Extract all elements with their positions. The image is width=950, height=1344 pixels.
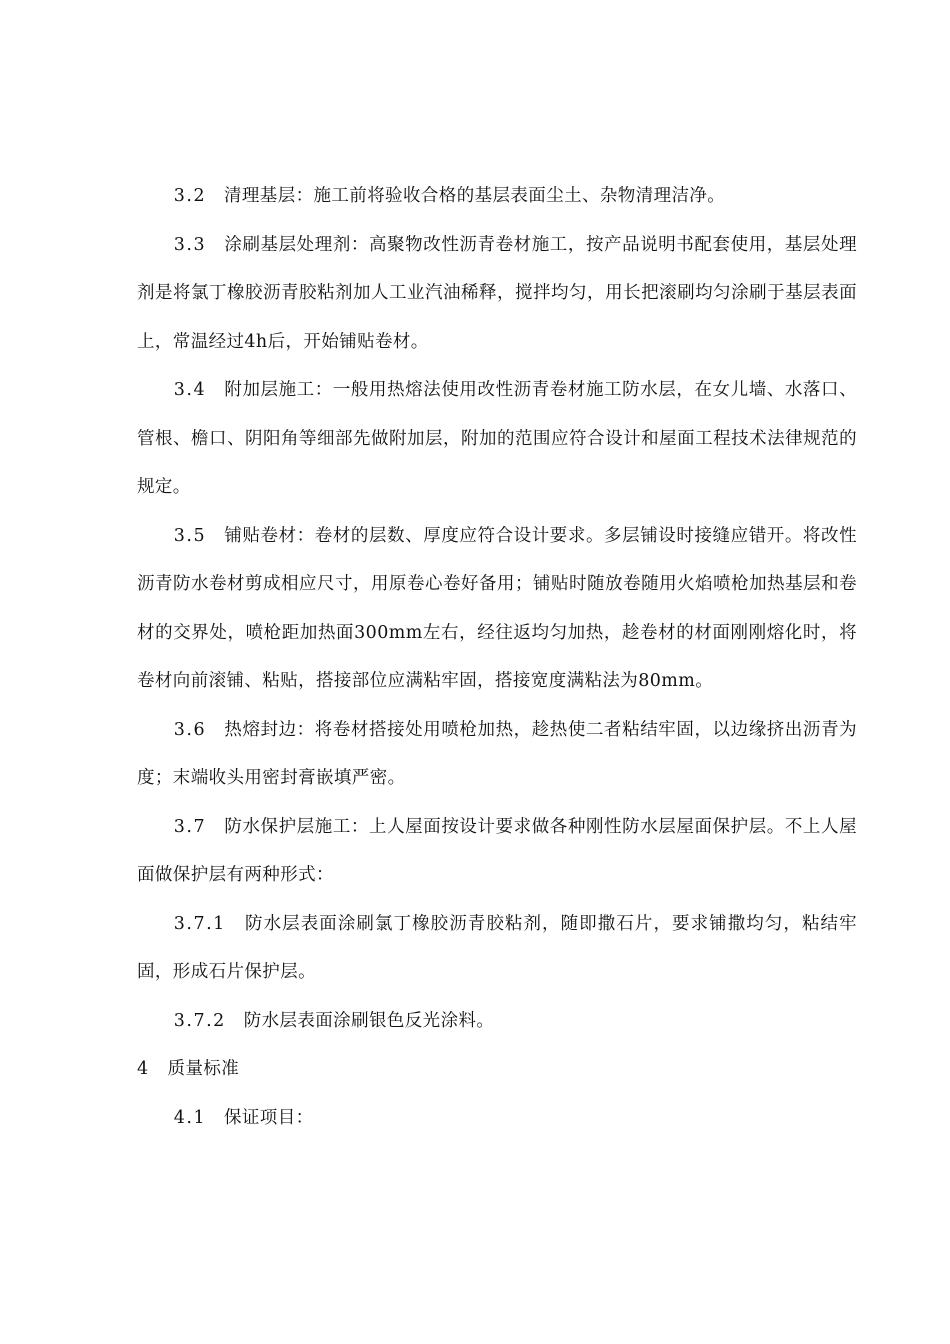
paragraph-text: 清理基层：施工前将验收合格的基层表面尘土、杂物清理洁净。 — [224, 186, 726, 206]
paragraph-text: 防水层表面涂刷银色反光涂料。 — [243, 1010, 495, 1031]
paragraph-3-7-1 — [137, 900, 857, 997]
section-number: 4.1 — [173, 1107, 207, 1128]
paragraph-text: 铺贴卷材：卷材的层数、厚度应符合设计要求。多层铺设时接缝应错开。将改性沥青防水卷材剪成相应尺寸，用原卷心卷好备用；铺贴时随放卷随用火焰喷枪加热基层和卷材的交界处，喷枪距加热面300mm左右，经往返均匀加热，趁卷材的材面刚刚熔化时，将卷材向前滚铺、粘贴，搭接部位应满粘牢固，搭接宽度满粘法为80mm。 — [137, 525, 857, 691]
section-number: 3.4 — [173, 380, 207, 400]
section-number: 3.7 — [173, 816, 207, 837]
paragraph-3-7 — [137, 803, 857, 900]
section-number: 3.3 — [173, 234, 207, 255]
paragraph-3-2 — [137, 172, 857, 221]
section-number: 3.2 — [173, 186, 207, 206]
paragraph-3-4 — [137, 366, 857, 512]
section-number: 4 — [137, 1059, 150, 1079]
section-number: 3.6 — [173, 719, 207, 740]
paragraph-text: 保证项目： — [224, 1107, 314, 1128]
paragraph-text: 附加层施工：一般用热熔法使用改性沥青卷材施工防水层，在女儿墙、水落口、管根、檐口、阴阳角等细部先做附加层，附加的范围应符合设计和屋面工程技术法律规范的规定。 — [137, 380, 857, 497]
section-number: 3.7.1 — [173, 913, 226, 934]
section-number: 3.7.2 — [173, 1010, 226, 1031]
paragraph-3-5 — [137, 512, 857, 706]
document-body — [137, 172, 857, 1142]
paragraph-text: 热熔封边：将卷材搭接处用喷枪加热，趁热使二者粘结牢固，以边缘挤出沥青为度；末端收头用密封膏嵌填严密。 — [137, 719, 857, 788]
paragraph-3-7-2 — [137, 997, 857, 1046]
paragraph-text: 防水保护层施工：上人屋面按设计要求做各种刚性防水层屋面保护层。不上人屋面做保护层有两种形式： — [137, 816, 857, 885]
section-heading-4 — [137, 1045, 857, 1094]
paragraph-3-3 — [137, 221, 857, 367]
heading-text: 质量标准 — [167, 1059, 240, 1079]
paragraph-text: 防水层表面涂刷氯丁橡胶沥青胶粘剂，随即撒石片，要求铺撒均匀，粘结牢固，形成石片保护层。 — [137, 913, 857, 982]
paragraph-3-6 — [137, 706, 857, 803]
paragraph-4-1 — [137, 1094, 857, 1143]
paragraph-text: 涂刷基层处理剂：高聚物改性沥青卷材施工，按产品说明书配套使用，基层处理剂是将氯丁橡胶沥青胶粘剂加人工业汽油稀释，搅拌均匀，用长把滚刷均匀涂刷于基层表面上，常温经过4h后，开始铺贴卷材。 — [137, 234, 857, 352]
section-number: 3.5 — [173, 525, 207, 546]
